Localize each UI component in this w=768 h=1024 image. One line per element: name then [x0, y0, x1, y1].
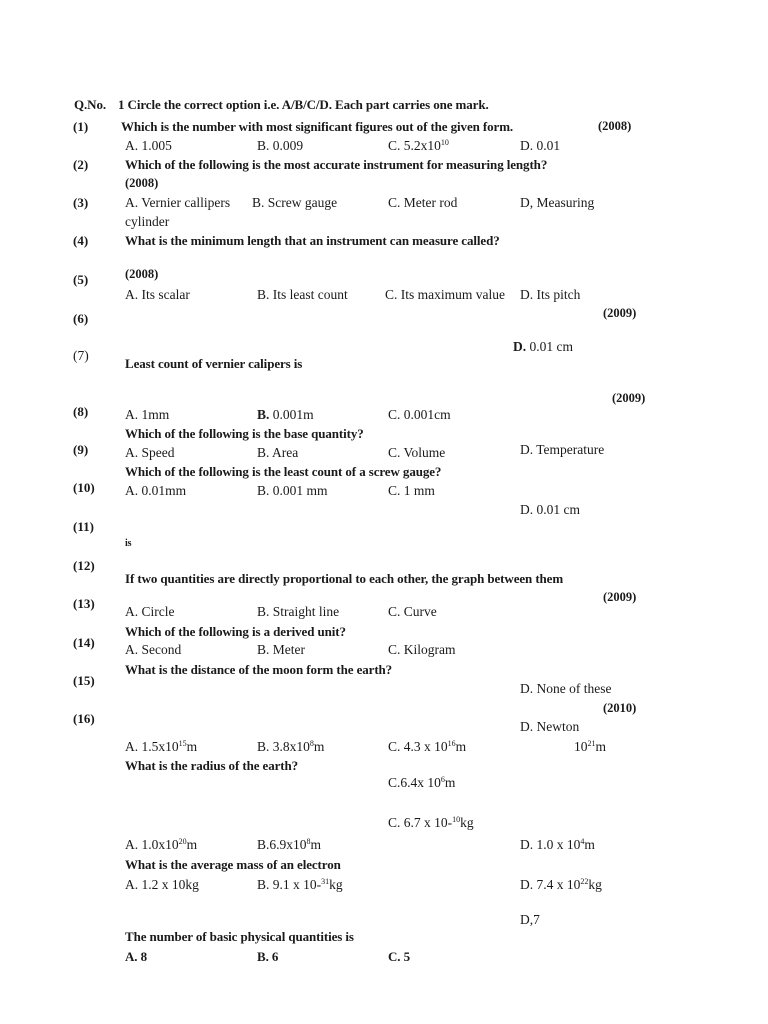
year-2008: (2008): [125, 267, 159, 281]
option-a: A. 0.01mm: [125, 483, 187, 498]
option-d: D, Measuring: [520, 195, 595, 210]
option-c: C.6.4x $10^6m$: [388, 775, 456, 790]
question-7-text: Least count of vernier calipers is: [125, 356, 303, 371]
question-number-16: (16): [73, 711, 95, 726]
option-c: C. 6.7 x 10-$^{10}$kg: [388, 815, 474, 830]
question-1-text: Which is the number with most significant figures out of the given form.: [121, 119, 514, 134]
option-d: D. 0.01 cm: [513, 339, 573, 354]
year-2008: (2008): [598, 119, 632, 133]
option-b: $B.6.9x10^8m$: [257, 837, 322, 852]
option-c: C. Its maximum value: [385, 287, 505, 302]
option-b: B. 0.001 mm: [257, 483, 328, 498]
option-b: B. Meter: [257, 642, 305, 657]
option-c: C. Volume: [388, 445, 446, 460]
option-c: C. Meter rod: [388, 195, 458, 210]
question-11-text: is: [125, 538, 132, 549]
question-number-13: (13): [73, 596, 95, 611]
option-c: C. $5.2x10^{10}$: [388, 138, 449, 153]
qno-label: Q.No.: [74, 97, 107, 112]
question-number-10: (10): [73, 480, 95, 495]
question-number-1: (1): [73, 119, 89, 134]
option-a: A. Its scalar: [125, 287, 190, 302]
question-15-text: What is the radius of the earth?: [125, 758, 299, 773]
option-d: D. 1.0 x $10^4m$: [520, 837, 595, 852]
option-d: D,7: [520, 912, 540, 927]
question-14-text: What is the distance of the moon form the earth?: [125, 662, 393, 677]
option-b: B. 0.001m: [257, 407, 314, 422]
option-d: D. 7.4 x $10^{22}kg$: [520, 877, 602, 892]
question-number-9: (9): [73, 442, 89, 457]
option-a: A. Speed: [125, 445, 175, 460]
option-d: D. None of these: [520, 681, 612, 696]
option-d: D. 0.01 cm: [520, 502, 580, 517]
option-b: B. 0.009: [257, 138, 304, 153]
option-a: A. Vernier callipers: [125, 195, 231, 210]
year-2010: (2010): [603, 701, 637, 715]
question-number-3: (3): [73, 195, 89, 210]
option-a: A. $1.0x10^{20}m$: [125, 837, 198, 852]
option-c: C. 0.001cm: [388, 407, 451, 422]
question-number-7: (7): [73, 348, 89, 363]
year-2009: (2009): [603, 306, 637, 320]
question-number-15: (15): [73, 673, 95, 688]
question-16-text: What is the average mass of an electron: [125, 857, 341, 872]
option-c: C. 4.3 x $10^{16}m$: [388, 739, 467, 754]
question-number-5: (5): [73, 272, 89, 287]
question-17-text: The number of basic physical quantities is: [125, 929, 354, 944]
option-c: C. Curve: [388, 604, 437, 619]
question-number-11: (11): [73, 519, 94, 534]
option-a: A. 1.2 x 10kg: [125, 877, 199, 892]
option-c: C. 5: [388, 949, 410, 964]
option-d: D. Newton: [520, 719, 580, 734]
option-a: A. 8: [125, 949, 147, 964]
question-number-12: (12): [73, 558, 95, 573]
question-number-8: (8): [73, 404, 89, 419]
option-b: B. Straight line: [257, 604, 340, 619]
option-b: B. Its least count: [257, 287, 348, 302]
question-2-text: Which of the following is the most accurate instrument for measuring length?: [125, 157, 548, 172]
option-a: A. Circle: [125, 604, 175, 619]
option-d: D. 0.01: [520, 138, 561, 153]
option-b: B. $3.8x10^8m$: [257, 739, 325, 754]
year-2009: (2009): [603, 590, 637, 604]
option-a: A. 1.005: [125, 138, 172, 153]
question-12-text: If two quantities are directly proportional to each other, the graph between them: [125, 571, 564, 586]
option-c: C. 1 mm: [388, 483, 435, 498]
option-b: B. 9.1 x 10-$^{31}$kg: [257, 877, 343, 892]
option-d: D. Its pitch: [520, 287, 581, 302]
option-b: B. Area: [257, 445, 299, 460]
question-9-text: Which of the following is the least count of a screw gauge?: [125, 464, 442, 479]
option-c: C. Kilogram: [388, 642, 456, 657]
question-number-14: (14): [73, 635, 95, 650]
instruction-text: 1 Circle the correct option i.e. A/B/C/D. Each part carries one mark.: [118, 97, 489, 112]
option-d: $10^{21}m$: [574, 739, 607, 754]
option-a-continued: cylinder: [125, 214, 170, 229]
option-b: B. 6: [257, 949, 279, 964]
year-2009: (2009): [612, 391, 646, 405]
option-a: A. $1.5x10^{15}m$: [125, 739, 198, 754]
option-b: B. Screw gauge: [252, 195, 338, 210]
question-number-4: (4): [73, 233, 89, 248]
question-number-6: (6): [73, 311, 89, 326]
question-4-text: What is the minimum length that an instrument can measure called?: [125, 233, 500, 248]
option-a: A. 1mm: [125, 407, 170, 422]
year-2008: (2008): [125, 176, 159, 190]
option-a: A. Second: [125, 642, 182, 657]
question-number-2: (2): [73, 157, 89, 172]
option-d: D. Temperature: [520, 442, 605, 457]
question-13-text: Which of the following is a derived unit?: [125, 624, 346, 639]
question-8-text: Which of the following is the base quantity?: [125, 426, 364, 441]
